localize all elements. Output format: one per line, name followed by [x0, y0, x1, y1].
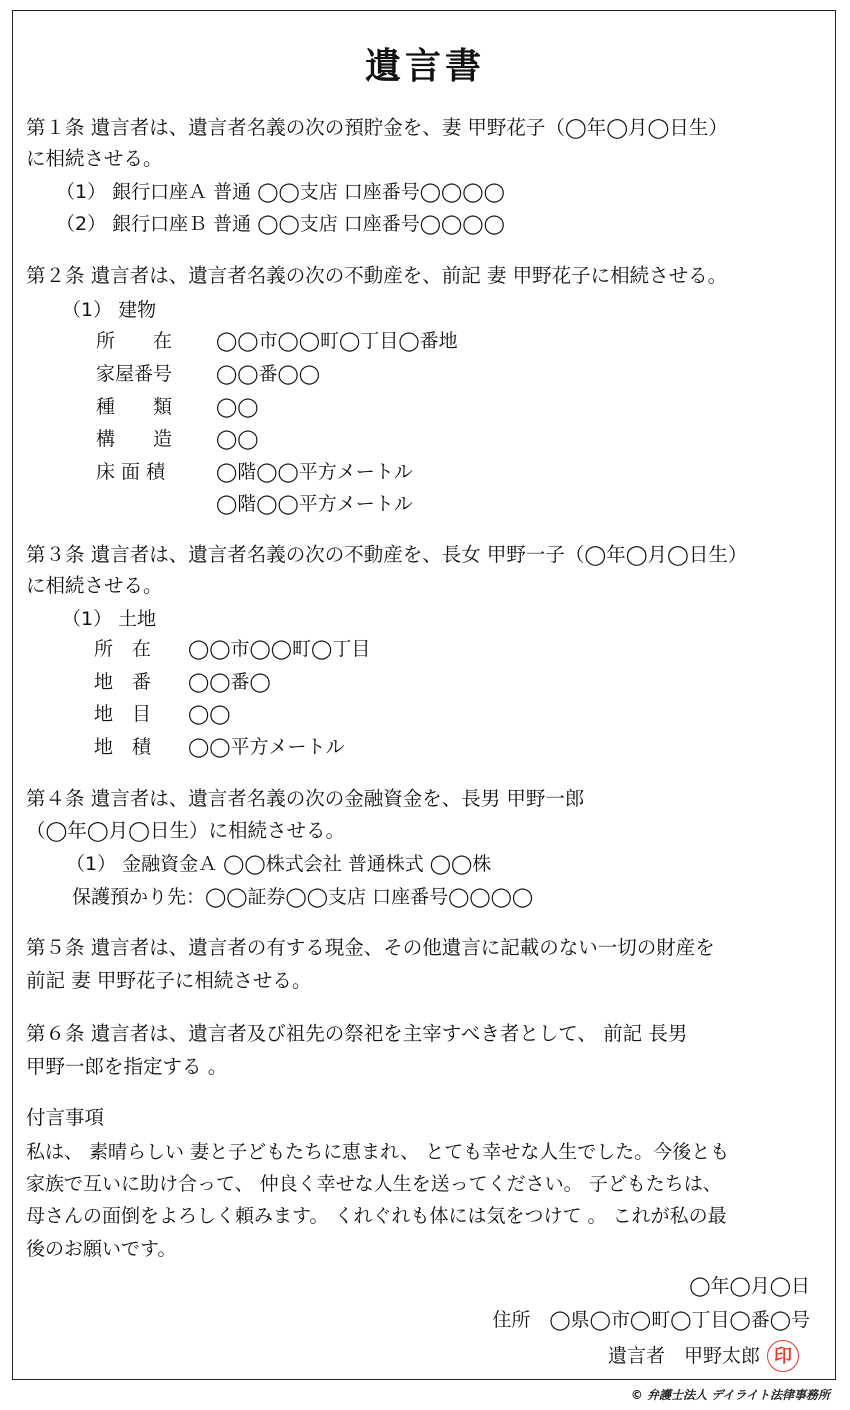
copyright-notice: © 弁護士法人 デイライト法律事務所: [630, 1388, 830, 1402]
article2-row-label: 床 面 積: [96, 461, 166, 483]
article3-row-value: ◯◯: [188, 703, 231, 725]
article2-row-label: 種 類: [96, 396, 173, 418]
article2-row-value: ◯◯: [216, 428, 259, 450]
signature-testator: 遺言者 甲野太郎: [607, 1345, 760, 1367]
article3-row-value: ◯◯番◯: [188, 671, 271, 693]
article1-line1: 第１条 遺言者は、遺言者名義の次の預貯金を、妻 甲野花子（◯年◯月◯日生）: [26, 116, 728, 139]
supplement-line2: 家族で互いに助け合って、 仲良く幸せな人生を送ってください。 子どもたちは、: [26, 1173, 722, 1195]
document-title: 遺言書: [364, 46, 485, 87]
article1-item2: （2） 銀行口座Ｂ 普通 ◯◯支店 口座番号◯◯◯◯: [56, 213, 505, 235]
article2-item-header: （1） 建物: [62, 299, 157, 321]
article6-line2: 甲野一郎を指定する 。: [26, 1055, 228, 1078]
article2-row-label: 構 造: [96, 428, 173, 450]
article5-line1: 第５条 遺言者は、遺言者の有する現金、その他遺言に記載のない一切の財産を: [26, 936, 715, 959]
article2-row-label: 所 在: [96, 330, 173, 352]
article2-row-value: ◯◯番◯◯: [216, 363, 321, 385]
article4-item2: 保護預かり先：◯◯証券◯◯支店 口座番号◯◯◯◯: [72, 886, 534, 908]
seal-stamp: 印: [767, 1340, 799, 1372]
supplement-line1: 私は、 素晴らしい 妻と子どもたちに恵まれ、 とても幸せな人生でした。今後とも: [26, 1141, 730, 1163]
article3-row-label: 地 番: [94, 671, 152, 693]
article2-row-value: ◯◯市◯◯町◯丁目◯番地: [216, 330, 458, 352]
article3-row-value: ◯◯市◯◯町◯丁目: [188, 638, 371, 660]
supplement-line4: 後のお願いです。: [26, 1238, 177, 1260]
article1-item1: （1） 銀行口座Ａ 普通 ◯◯支店 口座番号◯◯◯◯: [56, 181, 505, 203]
article3-row-label: 所 在: [94, 638, 152, 660]
article4-line2: （◯年◯月◯日生）に相続させる。: [26, 819, 345, 842]
article5-line2: 前記 妻 甲野花子に相続させる。: [26, 969, 312, 992]
article2-row-value: ◯階◯◯平方メートル: [216, 461, 413, 483]
supplement-line3: 母さんの面倒をよろしく頼みます。 くれぐれも体には気をつけて 。 これが私の最: [26, 1205, 727, 1227]
article2-row-value: ◯階◯◯平方メートル: [216, 493, 413, 515]
article3-item-header: （1） 土地: [62, 608, 157, 630]
article2-row-value: ◯◯: [216, 396, 259, 418]
article4-item1: （1） 金融資金Ａ ◯◯株式会社 普通株式 ◯◯株: [66, 853, 492, 875]
article3-row-value: ◯◯平方メートル: [188, 736, 345, 758]
article4-line1: 第４条 遺言者は、遺言者名義の次の金融資金を、長男 甲野一郎: [26, 787, 585, 810]
signature-address: 住所 ◯県◯市◯町◯丁目◯番◯号: [492, 1309, 810, 1331]
article6-line1: 第６条 遺言者は、遺言者及び祖先の祭祀を主宰すべき者として、 前記 長男: [26, 1022, 688, 1045]
signature-date: ◯年◯月◯日: [689, 1275, 810, 1297]
article2-row-label: 家屋番号: [96, 363, 173, 385]
supplement-heading: 付言事項: [26, 1106, 105, 1129]
article2-line1: 第２条 遺言者は、遺言者名義の次の不動産を、前記 妻 甲野花子に相続させる。: [26, 264, 728, 287]
article3-row-label: 地 目: [94, 703, 152, 725]
article3-row-label: 地 積: [94, 736, 152, 758]
article3-line2: に相続させる。: [26, 574, 163, 597]
article1-line2: に相続させる。: [26, 147, 163, 170]
article3-line1: 第３条 遺言者は、遺言者名義の次の不動産を、長女 甲野一子（◯年◯月◯日生）: [26, 543, 748, 566]
